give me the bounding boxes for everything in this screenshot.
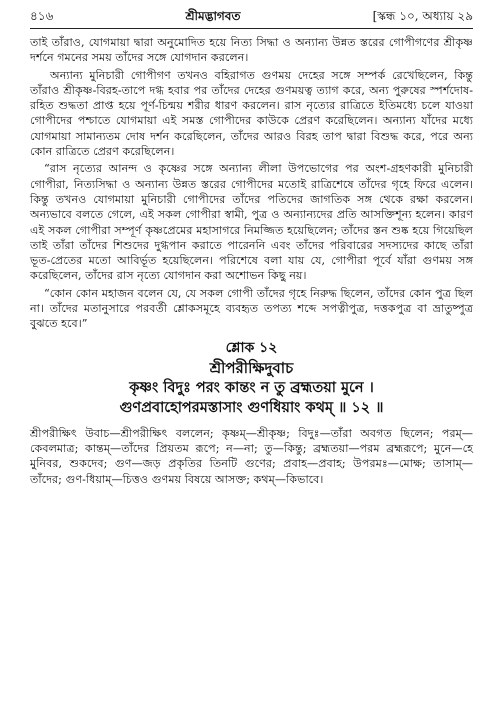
word-meanings xyxy=(30,426,473,487)
verse-speaker: শ্রীপরীক্ষিদুবাচ xyxy=(209,358,294,377)
header-divider xyxy=(30,28,473,29)
section-reference: [স্কন্ধ ১০, অধ্যায় ২৯ xyxy=(372,9,473,23)
paragraph: তাই তাঁরাও, যোগমায়া দ্বারা অনুমোদিত হয়ে নিত্য সিদ্ধা ও অন্যান্য উন্নত স্তরের গোপীগণের শ্রীকৃষ্ণ দর্শনে গমনের সময় তাঁদের সঙ্গে যোগদান করলেন। xyxy=(30,36,473,65)
book-title: শ্রীমদ্ভাগবত xyxy=(185,9,241,23)
quoted-paragraph: “রাস নৃত্যের আনন্দ ও কৃষ্ণের সঙ্গে অন্যান্য লীলা উপভোগের পর অংশ-গ্রহণকারী মুনিচারী গোপীরা, নিত্যসিদ্ধা ও অন্যান্য উন্নত স্তরের গোপীদের মতোই রাত্রিশেষে তাঁদের গৃহে ফিরে এলেন। কিন্তু তখনও যোগমায়া মুনিচারী গোপীদের তাঁদের পতিদের জাগতিক সঙ্গ থেকে রক্ষা করলেন। অন্যভাবে বলতে গেলে, এই সকল গোপীরা স্বামী, পুত্র ও অন্যান্যদের প্রতি আসক্তিশূন্য হলেন। কারণ এই সকল গোপীরা সম্পূর্ণ কৃষ্ণপ্রেমের মহাসাগরে নিমজ্জিত হয়েছিলেন; তাঁদের স্তন শুষ্ক হয়ে গিয়েছিল তাই তাঁরা তাঁদের শিশুদের দুগ্ধপান করাতে পারেননি এবং তাঁদের পরিবারের সদস্যদের কাছে তাঁরা ভূত-প্রেতের মতো আবির্ভূত হয়েছিলেন। পরিশেষে বলা যায় যে, গোপীরা পূর্বে যাঁরা গুণময় সঙ্গ করেছিলেন, তাঁদের রাস নৃত্যে যোগদান করা অশোভন কিছু নয়। xyxy=(30,162,473,283)
quoted-paragraph: “কোন কোন মহাজন বলেন যে, যে সকল গোপী তাঁদের গৃহে নিরুদ্ধ ছিলেন, তাঁদের কোন পুত্র ছিল না। তাঁদের মতানুসারে পরবর্তী শ্লোকসমূহে ব্যবহৃত তপত্য শব্দে সপত্নীপুত্র, দত্তকপুত্র বা ভ্রাতুষ্পুত্র বুঝতে হবে।” xyxy=(30,286,473,331)
synonyms-text: শ্রীপরীক্ষিৎ উবাচ—শ্রীপরীক্ষিৎ বললেন; কৃষ্ণম্—শ্রীকৃষ্ণ; বিদুঃ—তাঁরা অবগত ছিলেন; পরম্—কেবলমাত্র; কান্তম্—তাঁদের প্রিয়তম রূপে; ন—না; তু—কিন্তু; ব্রহ্মতয়া—পরম ব্রহ্মরূপে; মুনে—হে মুনিবর, শুকদেব; গুণ—জড় প্রকৃতির তিনটি গুণের; প্রবাহ—প্রবাহ; উপরমঃ—মোক্ষ; তাসাম্—তাঁদের; গুণ-ধিয়াম্—চিত্তও গুণময় বিষয়ে আসক্ত; কথম্—কিভাবে। xyxy=(30,426,473,486)
paragraph: অন্যান্য মুনিচারী গোপীগণ তখনও বহিরাগত গুণময় দেহের সঙ্গে সম্পর্ক রেখেছিলেন, কিন্তু তাঁরাও শ্রীকৃষ্ণ-বিরহ-তাপে দগ্ধ হবার পর তাঁদের দেহের গুণময়ত্ব ত্যাগ করে, অন্য পুরুষের স্পর্শদোষ-রহিত শুদ্ধতা প্রাপ্ত হয়ে পূর্ণ-চিন্ময় শরীর ধারণ করলেন। রাস নৃত্যের রাত্রিতে ইতিমধ্যে চলে যাওয়া গোপীদের পশ্চাতে যোগমায়া এই সমস্ত গোপীদের কাউকে প্রেরণ করেছিলেন। অন্যান্য যাঁদের মধ্যে যোগমায়া সামান্যতম দোষ দর্শন করেছিলেন, তাঁদের আরও বিরহ তাপ দ্বারা বিশুদ্ধ করে, পরে অন্য কোন রাত্রিতে প্রেরণ করেছিলেন। xyxy=(30,68,473,159)
verse-line: কৃষ্ণং বিদুঃ পরং কান্তং ন তু ব্রহ্মতয়া মুনে । xyxy=(129,378,374,396)
page-header xyxy=(30,8,473,26)
page-number: ৪১৬ xyxy=(30,9,54,23)
verse-number: শ্লোক ১২ xyxy=(225,339,278,356)
verse-block xyxy=(30,338,473,418)
verse-line: গুণপ্রবাহোপরমস্তাসাং গুণধিয়াং কথম্‌ ॥ ১২ ॥ xyxy=(119,398,384,416)
purport-text xyxy=(30,35,473,332)
